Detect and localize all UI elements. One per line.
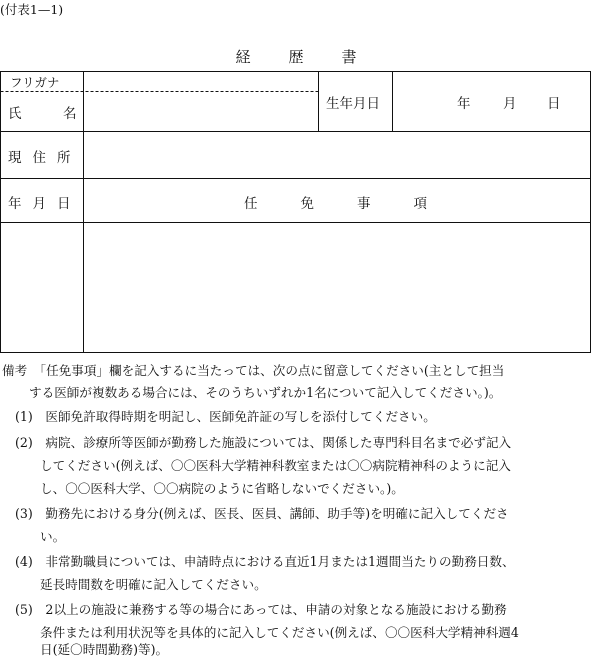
name-label-char-2: 名: [63, 106, 77, 122]
name-label-char-1: 氏: [8, 106, 22, 122]
title-char-3: 書: [341, 48, 357, 66]
form-border: [1, 72, 591, 353]
remark-item-4: (4) 非常勤職員については、申請時点における直近1月または1週間当たりの勤務日数、: [15, 554, 515, 569]
birth-day-unit: 日: [547, 96, 561, 112]
date-col-month: 月: [32, 196, 46, 212]
date-col-year: 年: [8, 196, 22, 212]
remark-item-5-cont-2: 日(延〇時間勤務)等)。: [40, 642, 169, 657]
address-label-char-1: 現: [8, 150, 22, 166]
remark-item-4-cont: 延長時間数を明確に記入してください。: [40, 577, 267, 592]
remark-item-2-cont-1: してください(例えば、〇〇医科大学精神科教室または〇〇病院精神科のように記入: [40, 458, 511, 473]
name-label-end: [63, 102, 77, 122]
birth-date-label: 生年月日: [326, 96, 380, 112]
date-col-day: 日: [57, 196, 71, 212]
appointment-char-4: 項: [413, 196, 427, 212]
address-label-char-3: 所: [57, 150, 71, 166]
birth-year-unit: 年: [457, 96, 471, 112]
appointment-char-2: 免: [300, 196, 314, 212]
title-char-2: 歴: [288, 48, 304, 66]
appointment-char-3: 事: [357, 196, 371, 212]
address-label-char-2: 住: [32, 150, 46, 166]
remarks-line-2: する医師が複数ある場合には、そのうちいずれか1名について記入してください。)。: [29, 385, 502, 400]
remark-item-3-cont: い。: [40, 529, 66, 544]
appointment-char-1: 任: [244, 196, 258, 212]
appointment-label: [244, 192, 427, 212]
remark-item-2: (2) 病院、診療所等医師が勤務した施設については、関係した専門科目名まで必ず記入: [15, 435, 512, 450]
attachment-note: (付表1—1): [0, 2, 64, 17]
remark-item-5-cont-1: 条件または利用状況等を具体的に記入してください(例えば、〇〇医科大学精神科週4: [40, 625, 519, 640]
remark-item-3: (3) 勤務先における身分(例えば、医長、医員、講師、助手等)を明確に記入してくださ: [15, 506, 509, 521]
remarks-line-1: 備考 「任免事項」欄を記入するに当たっては、次の点に留意してください(主として担当: [2, 363, 505, 378]
birth-month-unit: 月: [503, 96, 517, 112]
title-char-1: 経: [235, 48, 251, 66]
remark-item-2-cont-2: し、〇〇医科大学、〇〇病院のように省略しないでください。)。: [40, 481, 404, 496]
furigana-label: フリガナ: [10, 75, 60, 90]
remark-item-5: (5) 2以上の施設に兼務する等の場合にあっては、申請の対象となる施設における勤務: [15, 602, 507, 617]
remark-item-1: (1) 医師免許取得時期を明記し、医師免許証の写しを添付してください。: [15, 409, 436, 424]
name-label: [8, 102, 22, 122]
date-column-label: [8, 192, 71, 212]
address-label: [8, 146, 71, 166]
